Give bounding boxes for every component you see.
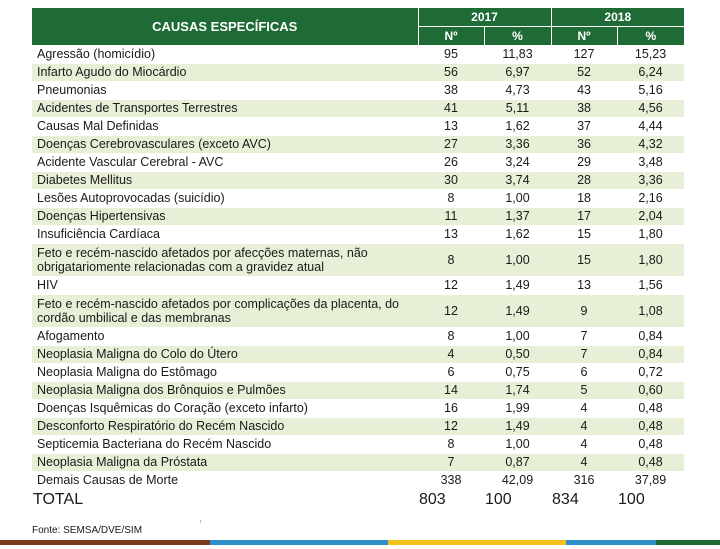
pct-2017-cell: 1,00 (484, 189, 551, 207)
pct-2018-cell: 1,80 (617, 243, 684, 276)
n-2018-cell: 4 (551, 417, 617, 435)
pct-2017-cell: 1,49 (484, 417, 551, 435)
table-row (32, 471, 684, 489)
pct-2017-cell: 11,83 (484, 45, 551, 63)
table-row (32, 345, 684, 363)
pct-2017-cell: 1,49 (484, 276, 551, 294)
pct-2017-cell: 1,00 (484, 243, 551, 276)
cause-cell: Doenças Isquêmicas do Coração (exceto infarto) (32, 399, 418, 417)
cause-cell: Lesões Autoprovocadas (suicídio) (32, 189, 418, 207)
n-2018-cell: 7 (551, 345, 617, 363)
n-2017-cell: 95 (418, 45, 484, 63)
n-2018-cell: 17 (551, 207, 617, 225)
mortality-table (32, 8, 684, 510)
pct-2018-cell: 0,84 (617, 345, 684, 363)
pct-2018-cell: 6,24 (617, 63, 684, 81)
total-row (32, 489, 684, 510)
n-2018-cell: 6 (551, 363, 617, 381)
n-2018-cell: 316 (551, 471, 617, 489)
table-row (32, 417, 684, 435)
pct-2018-cell: 0,84 (617, 327, 684, 345)
pct-2017-cell: 0,75 (484, 363, 551, 381)
pct-2018-cell: 0,48 (617, 435, 684, 453)
n-2017-cell: 8 (418, 189, 484, 207)
cause-cell: HIV (32, 276, 418, 294)
pct-2017-cell: 3,24 (484, 153, 551, 171)
table-row (32, 81, 684, 99)
n-2017-cell: 41 (418, 99, 484, 117)
pct-2018-cell: 0,60 (617, 381, 684, 399)
cause-cell: Insuficiência Cardíaca (32, 225, 418, 243)
pct-2017-cell: 1,62 (484, 117, 551, 135)
n-2017-cell: 13 (418, 117, 484, 135)
n-2018-cell: 37 (551, 117, 617, 135)
n-2018-cell: 127 (551, 45, 617, 63)
header-year-2017: 2017 (418, 8, 551, 27)
cause-cell: Afogamento (32, 327, 418, 345)
table-body (32, 45, 684, 489)
n-2018-cell: 38 (551, 99, 617, 117)
n-2017-cell: 6 (418, 363, 484, 381)
n-2018-cell: 7 (551, 327, 617, 345)
table-row (32, 327, 684, 345)
pct-2018-cell: 2,04 (617, 207, 684, 225)
cause-cell: Diabetes Mellitus (32, 171, 418, 189)
table-row (32, 294, 684, 327)
n-2018-cell: 52 (551, 63, 617, 81)
n-2018-cell: 29 (551, 153, 617, 171)
n-2017-cell: 16 (418, 399, 484, 417)
pct-2018-cell: 1,80 (617, 225, 684, 243)
pct-2017-cell: 3,74 (484, 171, 551, 189)
n-2018-cell: 4 (551, 453, 617, 471)
n-2017-cell: 4 (418, 345, 484, 363)
total-pct-2017: 100 (485, 490, 512, 508)
pct-2018-cell: 0,72 (617, 363, 684, 381)
n-2017-cell: 11 (418, 207, 484, 225)
n-2017-cell: 7 (418, 453, 484, 471)
cause-cell: Neoplasia Maligna dos Brônquios e Pulmões (32, 381, 418, 399)
cause-cell: Pneumonias (32, 81, 418, 99)
pct-2018-cell: 37,89 (617, 471, 684, 489)
total-n-2018: 834 (552, 490, 579, 508)
header-pct-2017: % (484, 27, 551, 46)
pct-2018-cell: 1,08 (617, 294, 684, 327)
cause-cell: Causas Mal Definidas (32, 117, 418, 135)
n-2018-cell: 4 (551, 435, 617, 453)
cause-cell: Feto e recém-nascido afetados por afecções maternas, não obrigatariomente relacionadas com a gravidez atual (32, 243, 418, 276)
footer-stripe (210, 540, 388, 545)
pct-2017-cell: 5,11 (484, 99, 551, 117)
pct-2017-cell: 6,97 (484, 63, 551, 81)
pct-2018-cell: 15,23 (617, 45, 684, 63)
pct-2017-cell: 0,87 (484, 453, 551, 471)
table-row (32, 399, 684, 417)
table-row (32, 99, 684, 117)
table-row (32, 153, 684, 171)
pct-2018-cell: 5,16 (617, 81, 684, 99)
pct-2018-cell: 4,32 (617, 135, 684, 153)
n-2017-cell: 26 (418, 153, 484, 171)
n-2018-cell: 13 (551, 276, 617, 294)
pct-2017-cell: 1,49 (484, 294, 551, 327)
pct-2018-cell: 0,48 (617, 399, 684, 417)
n-2018-cell: 9 (551, 294, 617, 327)
table-row (32, 117, 684, 135)
footer-stripe (0, 540, 210, 545)
divider (200, 520, 201, 523)
n-2017-cell: 12 (418, 294, 484, 327)
pct-2018-cell: 3,36 (617, 171, 684, 189)
n-2018-cell: 5 (551, 381, 617, 399)
table-row (32, 207, 684, 225)
header-causes: CAUSAS ESPECÍFICAS (32, 8, 418, 45)
table-row (32, 171, 684, 189)
table-row (32, 435, 684, 453)
n-2017-cell: 8 (418, 243, 484, 276)
table-row (32, 381, 684, 399)
header-row-years (32, 8, 684, 27)
pct-2017-cell: 4,73 (484, 81, 551, 99)
pct-2018-cell: 4,56 (617, 99, 684, 117)
n-2018-cell: 15 (551, 243, 617, 276)
n-2018-cell: 18 (551, 189, 617, 207)
n-2017-cell: 56 (418, 63, 484, 81)
pct-2018-cell: 0,48 (617, 417, 684, 435)
total-label: TOTAL (33, 490, 84, 508)
cause-cell: Desconforto Respiratório do Recém Nascido (32, 417, 418, 435)
cause-cell: Feto e recém-nascido afetados por complicações da placenta, do cordão umbilical e das membranas (32, 294, 418, 327)
n-2017-cell: 14 (418, 381, 484, 399)
cause-cell: Doenças Cerebrovasculares (exceto AVC) (32, 135, 418, 153)
cause-cell: Doenças Hipertensivas (32, 207, 418, 225)
pct-2018-cell: 1,56 (617, 276, 684, 294)
header-year-2018: 2018 (551, 8, 684, 27)
n-2017-cell: 8 (418, 327, 484, 345)
n-2017-cell: 13 (418, 225, 484, 243)
pct-2017-cell: 42,09 (484, 471, 551, 489)
n-2018-cell: 4 (551, 399, 617, 417)
n-2018-cell: 36 (551, 135, 617, 153)
table-row (32, 225, 684, 243)
n-2018-cell: 28 (551, 171, 617, 189)
footer-stripe (656, 540, 720, 545)
table-row (32, 63, 684, 81)
cause-cell: Acidente Vascular Cerebral - AVC (32, 153, 418, 171)
pct-2017-cell: 0,50 (484, 345, 551, 363)
table-row (32, 363, 684, 381)
table-row (32, 45, 684, 63)
n-2017-cell: 30 (418, 171, 484, 189)
total-pct-2018: 100 (618, 490, 645, 508)
n-2017-cell: 12 (418, 276, 484, 294)
header-n-2018: Nº (551, 27, 617, 46)
footer-stripe (388, 540, 566, 545)
pct-2018-cell: 4,44 (617, 117, 684, 135)
cause-cell: Neoplasia Maligna do Estômago (32, 363, 418, 381)
table-row (32, 135, 684, 153)
header-pct-2018: % (617, 27, 684, 46)
pct-2017-cell: 1,37 (484, 207, 551, 225)
footer-stripe (566, 540, 656, 545)
n-2017-cell: 338 (418, 471, 484, 489)
pct-2018-cell: 0,48 (617, 453, 684, 471)
cause-cell: Septicemia Bacteriana do Recém Nascido (32, 435, 418, 453)
pct-2017-cell: 1,00 (484, 435, 551, 453)
pct-2018-cell: 2,16 (617, 189, 684, 207)
n-2017-cell: 27 (418, 135, 484, 153)
n-2018-cell: 15 (551, 225, 617, 243)
pct-2018-cell: 3,48 (617, 153, 684, 171)
footer-color-bar (0, 540, 720, 545)
pct-2017-cell: 1,74 (484, 381, 551, 399)
cause-cell: Neoplasia Maligna da Próstata (32, 453, 418, 471)
cause-cell: Neoplasia Maligna do Colo do Útero (32, 345, 418, 363)
cause-cell: Agressão (homicídio) (32, 45, 418, 63)
cause-cell: Acidentes de Transportes Terrestres (32, 99, 418, 117)
table-row (32, 276, 684, 294)
pct-2017-cell: 3,36 (484, 135, 551, 153)
table-row (32, 189, 684, 207)
cause-cell: Infarto Agudo do Miocárdio (32, 63, 418, 81)
n-2018-cell: 43 (551, 81, 617, 99)
pct-2017-cell: 1,00 (484, 327, 551, 345)
n-2017-cell: 38 (418, 81, 484, 99)
pct-2017-cell: 1,62 (484, 225, 551, 243)
header-n-2017: Nº (418, 27, 484, 46)
total-n-2017: 803 (419, 490, 446, 508)
source-note: Fonte: SEMSA/DVE/SIM (32, 525, 143, 536)
cause-cell: Demais Causas de Morte (32, 471, 418, 489)
n-2017-cell: 12 (418, 417, 484, 435)
table-row (32, 243, 684, 276)
pct-2017-cell: 1,99 (484, 399, 551, 417)
table-row (32, 453, 684, 471)
n-2017-cell: 8 (418, 435, 484, 453)
